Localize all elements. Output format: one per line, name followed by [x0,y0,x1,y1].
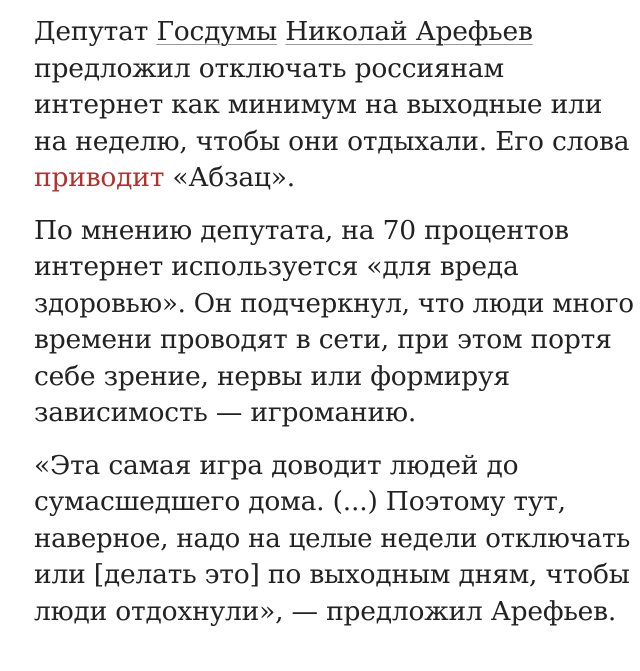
paragraph-2 [34,213,634,432]
paragraph-line: сумасшедшего дома. (...) Поэтому тут, [34,486,566,517]
paragraph-line: на неделю, чтобы они отдыхали. Его слова [34,125,630,157]
paragraph-line: себе зрение, нервы или формируя [34,360,510,392]
paragraph-line: здоровью». Он подчеркнул, что люди много [34,288,634,319]
paragraph-line: люди отдохнули», — предложил Арефьев. [34,595,617,627]
link-gosduma[interactable]: Госдумы [156,16,277,47]
paragraph-3-quote [34,448,634,631]
paragraph-1 [34,14,634,197]
line-space [277,16,285,47]
paragraph-line: наверное, надо на целые недели отключать [34,523,631,554]
paragraph-line: или [делать это] по выходным дням, чтобы [34,559,630,590]
paragraph-line [34,14,634,51]
article-body [34,14,634,646]
paragraph-line: зависимость — игроманию. [34,397,417,428]
paragraph-line: «Эта самая игра доводит людей до [34,449,519,481]
paragraph-line: предложил отключать россиянам [34,52,504,84]
line-text: Депутат [34,16,157,47]
paragraph-line [34,160,634,197]
link-nikolay-arefyev[interactable]: Николай Арефьев [285,16,533,47]
link-source-abzac[interactable]: приводит [34,162,165,193]
line-text: «Абзац». [164,162,295,193]
paragraph-line: времени проводят в сети, при этом портя [34,324,612,355]
paragraph-line: интернет как минимум на выходные или [34,89,603,120]
paragraph-line: По мнению депутата, на 70 процентов [34,214,569,246]
paragraph-line: интернет используется «для вреда [34,251,519,282]
